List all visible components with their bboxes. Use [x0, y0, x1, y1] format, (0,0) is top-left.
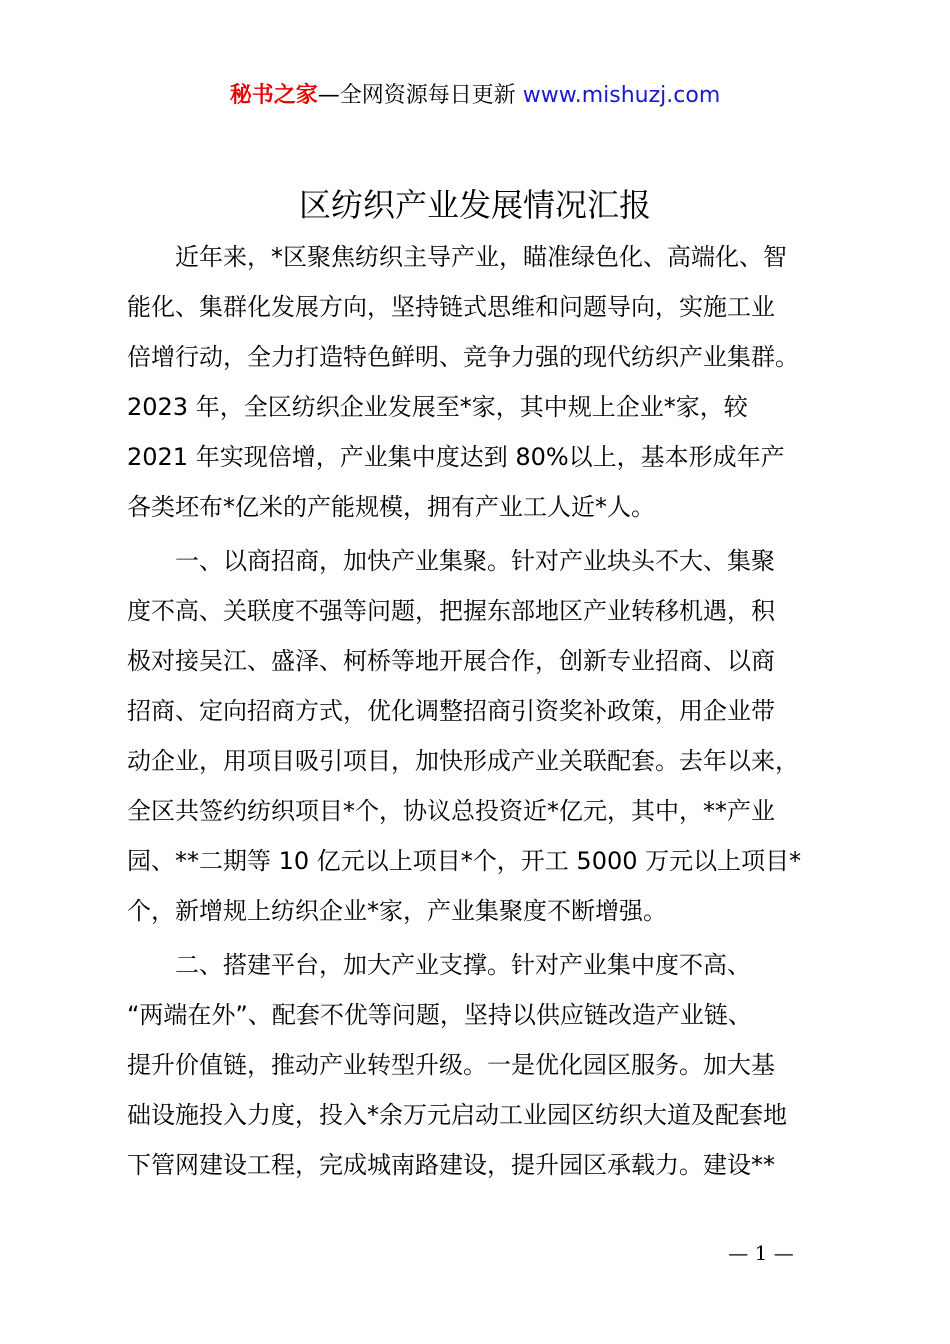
paragraph-line: 础设施投入力度，投入*余万元启动工业园区纺织大道及配套地	[127, 1101, 787, 1129]
paragraph-line: 倍增行动，全力打造特色鲜明、竞争力强的现代纺织产业集群。	[127, 343, 799, 371]
document-title: 区纺织产业发展情况汇报	[298, 186, 651, 224]
section-heading-line: 一、以商招商，加快产业集聚。针对产业块头不大、集聚	[175, 547, 775, 575]
paragraph-line: 个，新增规上纺织企业*家，产业集聚度不断增强。	[127, 897, 667, 925]
paragraph-line: 能化、集群化发展方向，坚持链式思维和问题导向，实施工业	[127, 293, 775, 321]
paragraph-line: 提升价值链，推动产业转型升级。一是优化园区服务。加大基	[127, 1051, 775, 1079]
site-tagline: —全网资源每日更新	[317, 83, 523, 108]
paragraph-line: 全区共签约纺织项目*个，协议总投资近*亿元，其中，**产业	[127, 797, 775, 825]
paragraph-line: 招商、定向招商方式，优化调整招商引资奖补政策，用企业带	[127, 697, 775, 725]
paragraph-line: 动企业，用项目吸引项目，加快形成产业关联配套。去年以来，	[127, 747, 799, 775]
paragraph-line: 园、**二期等 10 亿元以上项目*个，开工 5000 万元以上项目*	[127, 847, 802, 875]
paragraph-line: 度不高、关联度不强等问题，把握东部地区产业转移机遇，积	[127, 597, 775, 625]
site-header	[0, 80, 950, 112]
page-number: — 1 —	[728, 1241, 794, 1265]
paragraph-line: “两端在外”、配套不优等问题，坚持以供应链改造产业链、	[127, 1001, 752, 1029]
paragraph-line: 下管网建设工程，完成城南路建设，提升园区承载力。建设**	[127, 1151, 775, 1179]
section-heading-line: 二、搭建平台，加大产业支撑。针对产业集中度不高、	[175, 951, 751, 979]
paragraph-line: 各类坯布*亿米的产能规模，拥有产业工人近*人。	[127, 493, 655, 521]
paragraph-line: 极对接吴江、盛泽、柯桥等地开展合作，创新专业招商、以商	[127, 647, 775, 675]
site-url-link[interactable]: www.mishuzj.com	[522, 83, 721, 108]
paragraph-line: 2021 年实现倍增，产业集中度达到 80%以上，基本形成年产	[127, 443, 785, 471]
page-footer	[0, 1238, 950, 1268]
site-brand: 秘书之家	[229, 83, 318, 108]
document-body	[127, 232, 847, 1190]
paragraph-line: 近年来，*区聚焦纺织主导产业，瞄准绿色化、高端化、智	[175, 243, 787, 271]
paragraph-line: 2023 年，全区纺织企业发展至*家，其中规上企业*家，较	[127, 393, 748, 421]
